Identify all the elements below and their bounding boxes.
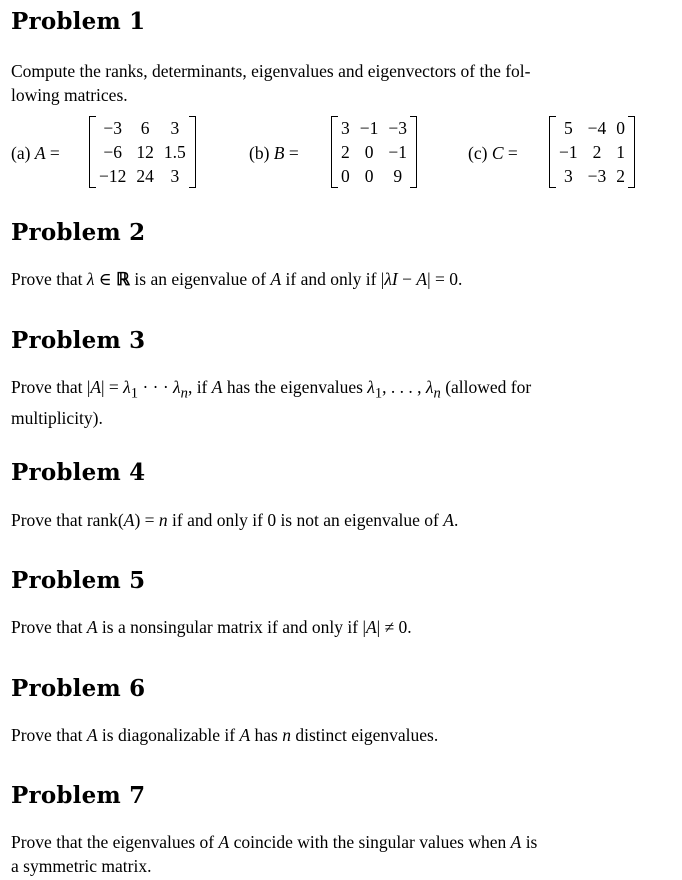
problem-4-title: Problem 4 — [11, 459, 146, 486]
matrix-c — [549, 116, 635, 188]
problem-6-statement: Prove that A is diagonalizable if A has n distinct eigenvalues. — [11, 725, 439, 745]
matrix-cell: 2 — [341, 142, 350, 162]
matrix-cell: −1 — [559, 142, 578, 162]
matrix-cell: −3 — [388, 118, 407, 138]
problem-2-title: Problem 2 — [11, 219, 146, 246]
matrix-cell: 3 — [170, 166, 180, 186]
matrix-cell: −6 — [103, 142, 122, 162]
matrix-cell: −1 — [359, 118, 379, 138]
problem-1-title: Problem 1 — [11, 8, 146, 35]
matrix-a-letter: (a) — [11, 143, 31, 163]
matrix-cell: 2 — [592, 142, 602, 162]
matrix-cell: −4 — [587, 118, 607, 138]
matrix-cell: 3 — [563, 166, 573, 186]
problem-3-title: Problem 3 — [11, 327, 146, 354]
matrix-cell: 3 — [341, 118, 350, 138]
matrix-cell: 1 — [616, 142, 625, 162]
problem-7-title: Problem 7 — [11, 782, 146, 809]
problem-1-intro-line-2: lowing matrices. — [11, 85, 128, 105]
matrix-cell: 1.5 — [163, 142, 186, 162]
matrix-cell: 9 — [393, 166, 403, 186]
matrix-cell: −3 — [587, 166, 607, 186]
matrix-a-name: A — [34, 143, 46, 163]
problem-5-title: Problem 5 — [11, 567, 146, 594]
matrix-cell: 0 — [364, 166, 374, 186]
problem-1-intro-line-1: Compute the ranks, determinants, eigenvalues and eigenvectors of the fol- — [11, 61, 531, 81]
matrix-cell: 6 — [140, 118, 150, 138]
matrix-b-letter: (b) — [249, 143, 270, 163]
matrix-cell: 0 — [341, 166, 350, 186]
matrix-cell: 2 — [616, 166, 625, 186]
problem-7-statement: Prove that the eigenvalues of A coincide with the singular values when A is a symmetric matrix. — [11, 832, 538, 876]
matrix-cell: 12 — [136, 142, 154, 162]
matrix-b-label: (b) B = — [249, 143, 299, 163]
problem-3-statement: Prove that $|A| = \lambda_1$ · · · $\lambda_n$, if A has the eigenvalues $\lambda_1$, . . . , $\lambda_n$ (allowed for multiplicity). — [11, 377, 532, 428]
matrix-cell: 24 — [136, 166, 154, 186]
matrix-c-letter: (c) — [468, 143, 488, 163]
matrix-cell: 0 — [616, 118, 625, 138]
problem-6-title: Problem 6 — [11, 675, 146, 702]
matrix-row — [11, 116, 671, 190]
matrix-cell: 3 — [170, 118, 180, 138]
matrix-cell: −1 — [388, 142, 407, 162]
matrix-cell: 0 — [364, 142, 374, 162]
problem-5-statement: Prove that A is a nonsingular matrix if and only if |A| ≠ 0. — [11, 617, 412, 637]
matrix-a — [89, 116, 196, 188]
matrix-b-name: B — [273, 143, 285, 163]
matrix-cell: −12 — [99, 166, 127, 186]
matrix-b — [331, 116, 417, 188]
matrix-cell: −3 — [103, 118, 122, 138]
matrix-cell: 5 — [563, 118, 573, 138]
problem-1-intro — [11, 59, 669, 107]
matrix-a-label: (a) A = — [11, 143, 60, 163]
problem-4-statement: Prove that rank(A) = n if and only if 0 is not an eigenvalue of A. — [11, 510, 459, 530]
problem-2-statement: Prove that λ ∈ ℝ is an eigenvalue of A if and only if |λI − A| = 0. — [11, 269, 463, 289]
matrix-c-label: (c) C = — [468, 143, 518, 163]
matrix-c-name: C — [491, 143, 504, 163]
